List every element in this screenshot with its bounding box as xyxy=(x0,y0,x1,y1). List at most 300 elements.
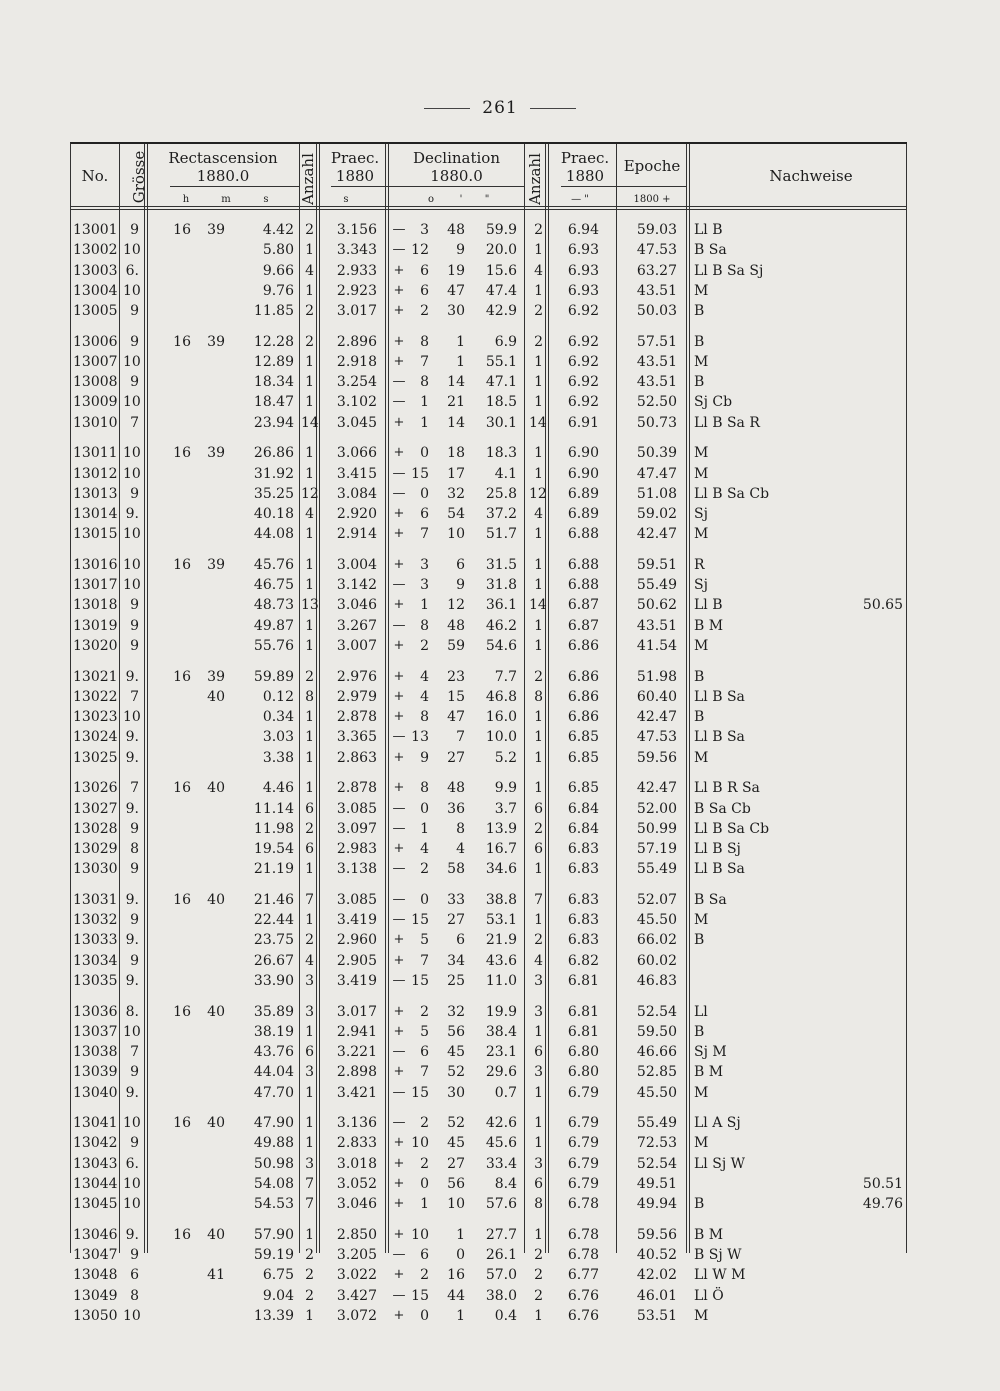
dec-minutes-cell: 1 xyxy=(456,353,465,370)
ra-minutes-cell: 40 xyxy=(207,780,225,797)
sources-cell: M xyxy=(694,1307,709,1324)
header-praec2-year: 1880 xyxy=(565,167,605,185)
dec-minutes-cell: 30 xyxy=(447,1084,465,1101)
dec-sign-cell: — xyxy=(392,800,406,816)
ra-count-cell: 1 xyxy=(305,526,314,543)
dec-minutes-cell: 19 xyxy=(447,262,465,279)
ra-count-cell: 1 xyxy=(305,577,314,594)
row-number-cell: 13011 xyxy=(73,445,118,462)
table-row xyxy=(71,839,907,859)
ra-precession-cell: 3.045 xyxy=(336,414,377,431)
dec-count-cell: 1 xyxy=(534,242,543,259)
ra-precession-cell: 3.017 xyxy=(336,1003,377,1020)
dec-degrees-cell: 0 xyxy=(420,445,429,462)
dec-minutes-cell: 52 xyxy=(447,1115,465,1132)
dec-degrees-cell: 1 xyxy=(420,414,429,431)
table-row xyxy=(71,1306,907,1326)
dec-sign-cell: + xyxy=(393,597,405,613)
ra-count-cell: 2 xyxy=(305,222,314,238)
ra-seconds-cell: 23.94 xyxy=(253,414,294,431)
ra-precession-cell: 3.066 xyxy=(336,445,377,462)
dec-minutes-cell: 58 xyxy=(447,861,465,878)
magnitude-cell: 10 xyxy=(123,556,141,573)
sources-cell: Ll B Sa R xyxy=(694,414,760,431)
ra-precession-cell: 3.221 xyxy=(336,1044,377,1061)
epoch-cell: 47.47 xyxy=(636,465,677,482)
dec-minutes-cell: 0 xyxy=(456,1247,465,1264)
ra-seconds-cell: 9.66 xyxy=(262,262,294,279)
epoch-cell: 59.02 xyxy=(636,506,677,523)
dec-seconds-cell: 43.6 xyxy=(485,952,517,969)
dec-precession-cell: 6.79 xyxy=(567,1115,599,1132)
dec-degrees-cell: 7 xyxy=(420,526,429,543)
dec-degrees-cell: 5 xyxy=(420,1023,429,1040)
row-number-cell: 13003 xyxy=(73,262,118,279)
dec-minutes-cell: 33 xyxy=(447,891,465,908)
ra-count-cell: 1 xyxy=(305,1023,314,1040)
dec-minutes-cell: 18 xyxy=(447,445,465,462)
epoch-cell: 42.47 xyxy=(636,709,677,726)
dec-minutes-cell: 6 xyxy=(456,556,465,573)
ra-count-cell: 7 xyxy=(305,1196,314,1213)
ra-count-cell: 1 xyxy=(305,1135,314,1152)
ra-count-cell: 1 xyxy=(305,637,314,654)
dec-minutes-cell: 25 xyxy=(447,972,465,989)
epoch-cell: 66.02 xyxy=(636,932,677,949)
magnitude-cell: 10 xyxy=(123,1196,141,1213)
ra-count-cell: 3 xyxy=(305,1155,314,1172)
dec-degrees-cell: 10 xyxy=(411,1135,429,1152)
ra-count-cell: 2 xyxy=(305,820,314,837)
dec-sign-cell: — xyxy=(392,617,406,633)
magnitude-cell: 10 xyxy=(123,1115,141,1132)
row-number-cell: 13009 xyxy=(73,394,118,411)
ra-precession-cell: 3.046 xyxy=(336,1196,377,1213)
dec-count-cell: 4 xyxy=(534,262,543,279)
sources-cell: R xyxy=(694,556,705,573)
dec-seconds-cell: 33.4 xyxy=(485,1155,517,1172)
dec-precession-cell: 6.79 xyxy=(567,1084,599,1101)
dec-count-cell: 8 xyxy=(534,1196,543,1213)
dec-sign-cell: + xyxy=(393,749,405,765)
ra-precession-cell: 3.018 xyxy=(336,1155,377,1172)
table-row xyxy=(71,1154,907,1174)
dec-count-cell: 1 xyxy=(534,617,543,634)
row-number-cell: 13027 xyxy=(73,800,118,817)
praec2-unit-rule xyxy=(561,186,686,187)
ra-count-cell: 1 xyxy=(305,394,314,411)
table-row xyxy=(71,1062,907,1082)
ra-seconds-cell: 3.03 xyxy=(262,729,294,746)
header-anzahl-2: Anzahl xyxy=(526,153,544,205)
ra-count-cell: 2 xyxy=(305,668,314,685)
table-row xyxy=(71,1002,907,1022)
dec-degrees-cell: 7 xyxy=(420,1064,429,1081)
dec-count-cell: 2 xyxy=(534,932,543,949)
dec-minutes-cell: 52 xyxy=(447,1064,465,1081)
ra-count-cell: 7 xyxy=(305,1175,314,1192)
ra-unit-rule xyxy=(170,186,299,187)
ra-precession-cell: 2.914 xyxy=(336,526,377,543)
ra-count-cell: 4 xyxy=(305,952,314,969)
table-row xyxy=(71,575,907,595)
ra-precession-cell: 2.923 xyxy=(336,282,377,299)
sources-cell: B Sj W xyxy=(694,1247,742,1264)
dec-sign-cell: — xyxy=(392,891,406,907)
ra-count-cell: 3 xyxy=(305,1003,314,1020)
ra-minutes-cell: 40 xyxy=(207,688,225,705)
ra-precession-cell: 3.046 xyxy=(336,597,377,614)
dec-precession-cell: 6.92 xyxy=(567,394,599,411)
dec-sign-cell: + xyxy=(393,932,405,948)
ra-precession-cell: 2.976 xyxy=(336,668,377,685)
row-number-cell: 13039 xyxy=(73,1064,118,1081)
magnitude-cell: 9 xyxy=(130,637,139,654)
dec-unit-rule xyxy=(386,186,524,187)
dec-count-cell: 1 xyxy=(534,526,543,543)
dec-degrees-cell: 8 xyxy=(420,780,429,797)
dec-seconds-cell: 18.3 xyxy=(485,445,517,462)
sources-cell: B M xyxy=(694,1064,724,1081)
row-number-cell: 13031 xyxy=(73,891,118,908)
row-number-cell: 13015 xyxy=(73,526,118,543)
ra-seconds-cell: 23.75 xyxy=(253,932,294,949)
row-number-cell: 13017 xyxy=(73,577,118,594)
dec-sign-cell: + xyxy=(393,1003,405,1019)
dec-seconds-cell: 47.1 xyxy=(485,374,517,391)
ra-precession-cell: 3.017 xyxy=(336,303,377,319)
dec-minutes-cell: 15 xyxy=(447,688,465,705)
epoch-cell: 42.47 xyxy=(636,780,677,797)
ra-seconds-cell: 9.04 xyxy=(262,1287,294,1304)
dec-count-cell: 6 xyxy=(534,1044,543,1061)
dec-seconds-cell: 38.8 xyxy=(485,891,517,908)
ra-precession-cell: 2.941 xyxy=(336,1023,377,1040)
dec-degrees-cell: 3 xyxy=(420,556,429,573)
epoch-cell: 60.02 xyxy=(636,952,677,969)
dec-precession-cell: 6.87 xyxy=(567,597,599,614)
magnitude-cell: 7 xyxy=(130,780,139,797)
ra-count-cell: 2 xyxy=(305,932,314,949)
dec-minutes-cell: 14 xyxy=(447,374,465,391)
dec-sign-cell: + xyxy=(393,333,405,349)
magnitude-cell: 9 xyxy=(130,952,139,969)
dec-degrees-cell: 9 xyxy=(420,749,429,766)
row-number-cell: 13006 xyxy=(73,333,118,350)
sources-cell: M xyxy=(694,749,709,766)
table-row xyxy=(71,1113,907,1133)
ra-minutes-cell: 39 xyxy=(207,556,225,573)
left-dash xyxy=(424,108,470,109)
dec-count-cell: 1 xyxy=(534,1115,543,1132)
sources-cell: M xyxy=(694,637,709,654)
dec-sign-cell: + xyxy=(393,709,405,725)
magnitude-cell: 8 xyxy=(130,841,139,857)
dec-seconds-cell: 55.1 xyxy=(485,353,517,370)
dec-precession-cell: 6.92 xyxy=(567,333,599,350)
dec-precession-cell: 6.92 xyxy=(567,303,599,319)
dec-minutes-cell: 27 xyxy=(447,1155,465,1172)
dec-minutes-cell: 12 xyxy=(447,597,465,614)
sources-cell: Ll B Sj xyxy=(694,841,741,857)
epoch-cell: 46.66 xyxy=(636,1044,677,1061)
sources-cell: Sj Cb xyxy=(694,394,733,411)
magnitude-cell: 9 xyxy=(130,485,139,502)
ra-hours-cell: 16 xyxy=(173,668,191,685)
ra-seconds-cell: 46.75 xyxy=(253,577,294,594)
dec-precession-cell: 6.86 xyxy=(567,688,599,705)
dec-sign-cell: — xyxy=(392,394,406,410)
dec-precession-cell: 6.84 xyxy=(567,800,599,817)
dec-count-cell: 3 xyxy=(534,972,543,989)
row-number-cell: 13029 xyxy=(73,841,118,857)
ra-seconds-cell: 0.34 xyxy=(262,709,294,726)
row-number-cell: 13036 xyxy=(73,1003,118,1020)
ra-precession-cell: 3.415 xyxy=(336,465,377,482)
dec-precession-cell: 6.81 xyxy=(567,972,599,989)
epoch-cell: 55.49 xyxy=(636,1115,677,1132)
ra-hours-cell: 16 xyxy=(173,445,191,462)
ra-count-cell: 13 xyxy=(301,597,319,614)
ra-minutes-cell: 39 xyxy=(207,333,225,350)
table-row xyxy=(71,281,907,301)
header-dec-sec: " xyxy=(484,194,490,205)
magnitude-cell: 9. xyxy=(125,932,139,949)
epoch-cell: 59.03 xyxy=(636,222,677,238)
dec-precession-cell: 6.83 xyxy=(567,841,599,857)
magnitude-cell: 9 xyxy=(130,912,139,929)
dec-count-cell: 1 xyxy=(534,912,543,929)
ra-precession-cell: 3.365 xyxy=(336,729,377,746)
sources-cell: Ll Ö xyxy=(694,1287,724,1304)
ra-count-cell: 1 xyxy=(305,465,314,482)
ra-seconds-cell: 43.76 xyxy=(253,1044,294,1061)
dec-seconds-cell: 46.2 xyxy=(485,617,517,634)
header-anzahl-1: Anzahl xyxy=(299,153,317,205)
sources-cell: Ll B Sa Cb xyxy=(694,820,770,837)
ra-precession-cell: 3.097 xyxy=(336,820,377,837)
dec-minutes-cell: 36 xyxy=(447,800,465,817)
dec-minutes-cell: 54 xyxy=(447,506,465,523)
dec-seconds-cell: 6.9 xyxy=(494,333,517,350)
ra-seconds-cell: 55.76 xyxy=(253,637,294,654)
ra-count-cell: 7 xyxy=(305,891,314,908)
sources-cell: B xyxy=(694,668,705,685)
header-dec-title: Declination xyxy=(412,149,501,167)
magnitude-cell: 9 xyxy=(130,333,139,350)
dec-seconds-cell: 4.1 xyxy=(494,465,517,482)
magnitude-cell: 10 xyxy=(123,709,141,726)
epoch-cell: 59.50 xyxy=(636,1023,677,1040)
magnitude-cell: 10 xyxy=(123,1175,141,1192)
page-number xyxy=(0,98,1000,118)
epoch-cell: 42.02 xyxy=(636,1267,677,1284)
epoch-cell: 72.53 xyxy=(636,1135,677,1152)
ra-count-cell: 1 xyxy=(305,709,314,726)
dec-sign-cell: + xyxy=(393,414,405,430)
dec-minutes-cell: 27 xyxy=(447,749,465,766)
sources-cell: M xyxy=(694,353,709,370)
ra-precession-cell: 3.205 xyxy=(336,1247,377,1264)
dec-seconds-cell: 27.7 xyxy=(485,1226,517,1243)
epoch-cell: 49.51 xyxy=(636,1175,677,1192)
dec-count-cell: 2 xyxy=(534,333,543,350)
ra-precession-cell: 3.084 xyxy=(336,485,377,502)
dec-seconds-cell: 25.8 xyxy=(485,485,517,502)
magnitude-cell: 9. xyxy=(125,749,139,766)
magnitude-cell: 9 xyxy=(130,1247,139,1264)
ra-hours-cell: 16 xyxy=(173,222,191,238)
ra-count-cell: 3 xyxy=(305,1064,314,1081)
epoch-cell: 41.54 xyxy=(636,637,677,654)
dec-seconds-cell: 21.9 xyxy=(485,932,517,949)
sources-cell: Ll B xyxy=(694,597,723,614)
magnitude-cell: 9 xyxy=(130,1135,139,1152)
ra-minutes-cell: 39 xyxy=(207,668,225,685)
sources-cell: B M xyxy=(694,617,724,634)
ra-count-cell: 12 xyxy=(301,485,319,502)
dec-minutes-cell: 48 xyxy=(447,780,465,797)
dec-sign-cell: — xyxy=(392,1247,406,1263)
dec-precession-cell: 6.89 xyxy=(567,485,599,502)
dec-seconds-cell: 9.9 xyxy=(494,780,517,797)
dec-precession-cell: 6.83 xyxy=(567,891,599,908)
table-row xyxy=(71,687,907,707)
dec-sign-cell: + xyxy=(393,1155,405,1171)
header-ra-title: Rectascension xyxy=(168,149,278,167)
dec-seconds-cell: 34.6 xyxy=(485,861,517,878)
extra-note-cell: 49.76 xyxy=(862,1196,903,1213)
dec-minutes-cell: 48 xyxy=(447,617,465,634)
ra-precession-cell: 3.156 xyxy=(336,222,377,238)
ra-count-cell: 1 xyxy=(305,374,314,391)
magnitude-cell: 9 xyxy=(130,861,139,878)
ra-count-cell: 14 xyxy=(301,414,319,431)
dec-sign-cell: + xyxy=(393,1307,405,1323)
dec-count-cell: 1 xyxy=(534,1084,543,1101)
dec-sign-cell: — xyxy=(392,912,406,928)
extra-note-cell: 50.65 xyxy=(862,597,903,614)
dec-seconds-cell: 57.6 xyxy=(485,1196,517,1213)
epoch-cell: 46.01 xyxy=(636,1287,677,1304)
dec-degrees-cell: 2 xyxy=(420,637,429,654)
dec-precession-cell: 6.79 xyxy=(567,1155,599,1172)
table-row xyxy=(71,819,907,839)
dec-minutes-cell: 47 xyxy=(447,282,465,299)
row-number-cell: 13037 xyxy=(73,1023,118,1040)
row-number-cell: 13032 xyxy=(73,912,118,929)
epoch-cell: 57.51 xyxy=(636,333,677,350)
dec-sign-cell: — xyxy=(392,972,406,988)
dec-precession-cell: 6.76 xyxy=(567,1287,599,1304)
ra-seconds-cell: 18.34 xyxy=(253,374,294,391)
ra-count-cell: 4 xyxy=(305,506,314,523)
ra-count-cell: 1 xyxy=(305,1226,314,1243)
dec-precession-cell: 6.91 xyxy=(567,414,599,431)
right-dash xyxy=(530,108,576,109)
epoch-cell: 52.07 xyxy=(636,891,677,908)
dec-sign-cell: — xyxy=(392,222,406,237)
dec-precession-cell: 6.93 xyxy=(567,282,599,299)
dec-sign-cell: — xyxy=(392,577,406,593)
table-row xyxy=(71,707,907,727)
dec-count-cell: 1 xyxy=(534,1307,543,1324)
ra-seconds-cell: 48.73 xyxy=(253,597,294,614)
dec-degrees-cell: 3 xyxy=(420,222,429,238)
dec-sign-cell: + xyxy=(393,668,405,684)
ra-precession-cell: 3.267 xyxy=(336,617,377,634)
sources-cell: Sj M xyxy=(694,1044,727,1061)
header-epoche-title: Epoche xyxy=(623,157,681,175)
dec-precession-cell: 6.86 xyxy=(567,709,599,726)
magnitude-cell: 9. xyxy=(125,668,139,685)
dec-precession-cell: 6.88 xyxy=(567,556,599,573)
dec-precession-cell: 6.84 xyxy=(567,820,599,837)
dec-sign-cell: + xyxy=(393,506,405,522)
row-number-cell: 13038 xyxy=(73,1044,118,1061)
dec-precession-cell: 6.85 xyxy=(567,749,599,766)
dec-degrees-cell: 6 xyxy=(420,262,429,279)
dec-minutes-cell: 56 xyxy=(447,1175,465,1192)
dec-seconds-cell: 19.9 xyxy=(485,1003,517,1020)
dec-seconds-cell: 7.7 xyxy=(494,668,517,685)
sources-cell: Ll B Sa xyxy=(694,861,745,878)
dec-precession-cell: 6.88 xyxy=(567,577,599,594)
dec-degrees-cell: 15 xyxy=(411,1084,429,1101)
dec-precession-cell: 6.79 xyxy=(567,1175,599,1192)
ra-precession-cell: 2.920 xyxy=(336,506,377,523)
magnitude-cell: 10 xyxy=(123,465,141,482)
dec-precession-cell: 6.76 xyxy=(567,1307,599,1324)
dec-minutes-cell: 59 xyxy=(447,637,465,654)
epoch-cell: 43.51 xyxy=(636,353,677,370)
dec-precession-cell: 6.86 xyxy=(567,637,599,654)
dec-seconds-cell: 11.0 xyxy=(485,972,517,989)
dec-count-cell: 1 xyxy=(534,577,543,594)
ra-precession-cell: 3.254 xyxy=(336,374,377,391)
dec-precession-cell: 6.80 xyxy=(567,1044,599,1061)
dec-seconds-cell: 31.5 xyxy=(485,556,517,573)
table-row xyxy=(71,1133,907,1153)
dec-sign-cell: — xyxy=(392,465,406,481)
ra-count-cell: 2 xyxy=(305,303,314,319)
ra-precession-cell: 3.004 xyxy=(336,556,377,573)
dec-count-cell: 2 xyxy=(534,222,543,238)
dec-sign-cell: + xyxy=(393,1023,405,1039)
dec-seconds-cell: 38.0 xyxy=(485,1287,517,1304)
dec-sign-cell: — xyxy=(392,242,406,258)
magnitude-cell: 9. xyxy=(125,729,139,746)
epoch-cell: 40.52 xyxy=(636,1247,677,1264)
dec-degrees-cell: 8 xyxy=(420,709,429,726)
row-number-cell: 13040 xyxy=(73,1084,118,1101)
ra-precession-cell: 2.878 xyxy=(336,780,377,797)
dec-count-cell: 4 xyxy=(534,506,543,523)
dec-degrees-cell: 8 xyxy=(420,617,429,634)
magnitude-cell: 10 xyxy=(123,1307,141,1324)
ra-seconds-cell: 54.53 xyxy=(253,1196,294,1213)
sources-cell: B xyxy=(694,333,705,350)
ra-seconds-cell: 59.19 xyxy=(253,1247,294,1264)
dec-minutes-cell: 14 xyxy=(447,414,465,431)
ra-count-cell: 2 xyxy=(305,333,314,350)
dec-minutes-cell: 23 xyxy=(447,668,465,685)
ra-hours-cell: 16 xyxy=(173,333,191,350)
ra-count-cell: 1 xyxy=(305,912,314,929)
ra-seconds-cell: 57.90 xyxy=(253,1226,294,1243)
dec-minutes-cell: 45 xyxy=(447,1135,465,1152)
ra-count-cell: 1 xyxy=(305,861,314,878)
